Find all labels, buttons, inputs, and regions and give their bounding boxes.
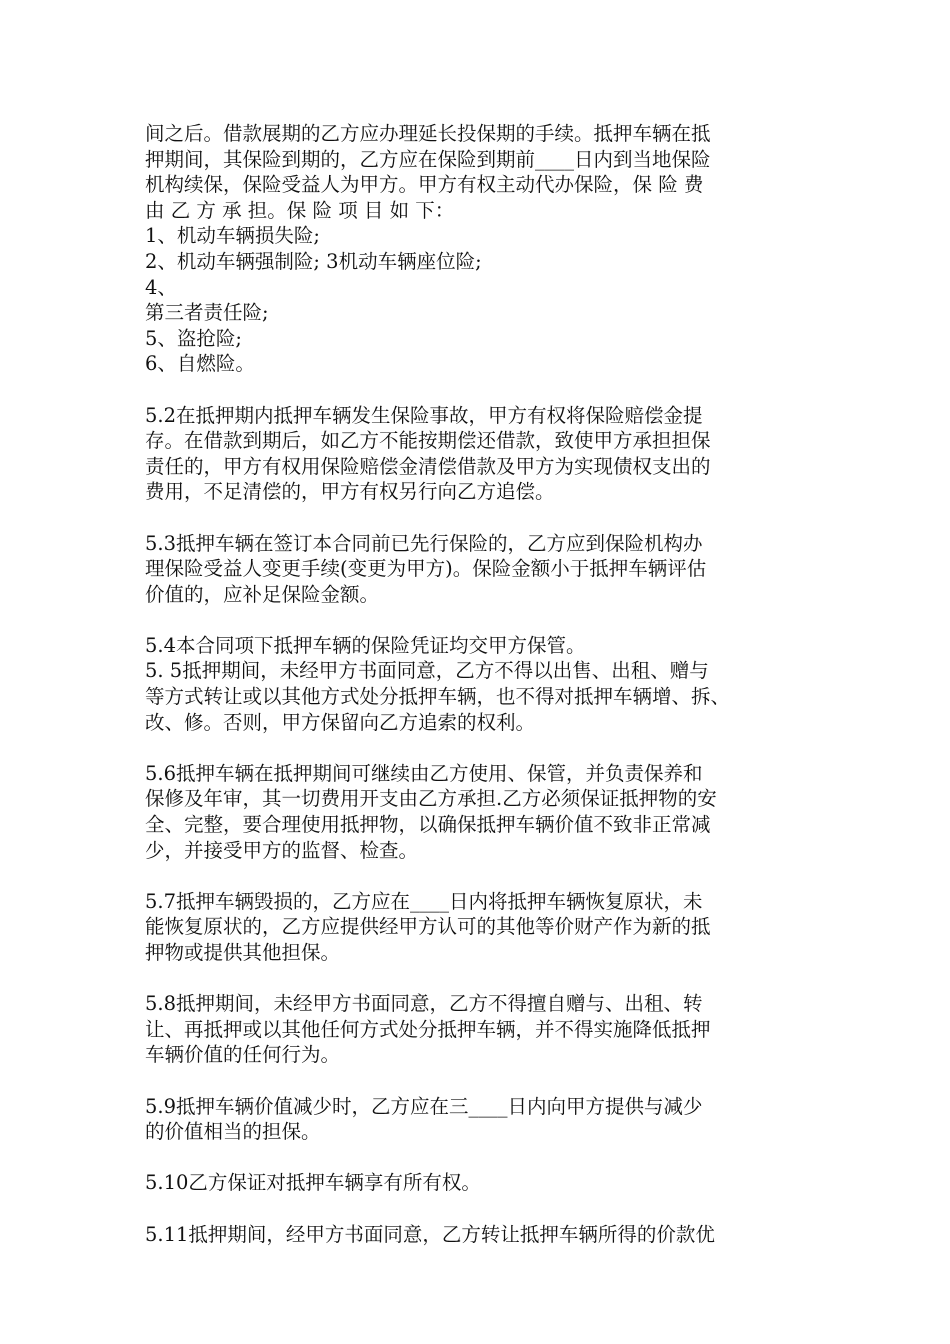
- text-line: 5.4本合同项下抵押车辆的保险凭证均交甲方保管。: [145, 633, 586, 657]
- text-line: 押物或提供其他担保。: [145, 941, 341, 964]
- paragraph-p-5-10: [145, 1170, 825, 1196]
- text-line: 5.11抵押期间，经甲方书面同意，乙方转让抵押车辆所得的价款优: [145, 1222, 715, 1246]
- text-line: 少，并接受甲方的监督、检查。: [145, 838, 419, 862]
- text-line: 间之后。借款展期的乙方应办理延长投保期的手续。抵押车辆在抵: [145, 122, 711, 145]
- text-line: 改、修。否则，甲方保留向乙方追索的权利。: [145, 710, 536, 734]
- text-line: 等方式转让或以其他方式处分抵押车辆，也不得对抵押车辆增、拆、: [145, 685, 731, 709]
- text-line: 5、盗抢险;: [145, 326, 242, 350]
- text-line: 5.10乙方保证对抵押车辆享有所有权。: [145, 1171, 481, 1195]
- text-line: 5.9抵押车辆价值减少时，乙方应在三____日内向甲方提供与减少: [145, 1094, 703, 1118]
- text-line: 让、再抵押或以其他任何方式处分抵押车辆，并不得实施降低抵押: [145, 1017, 711, 1041]
- text-line: 第三者责任险;: [145, 301, 269, 325]
- text-line: 6、自燃险。: [145, 352, 255, 376]
- paragraph-p-intro: [145, 121, 825, 377]
- text-line: 由 乙 方 承 担。保 险 项 目 如 下：: [145, 198, 455, 222]
- text-line: 2、机动车辆强制险; 3机动车辆座位险;: [145, 249, 482, 273]
- paragraph-p-5-8: [145, 991, 825, 1068]
- text-line: 理保险受益人变更手续(变更为甲方)。保险金额小于抵押车辆评估: [145, 557, 707, 581]
- text-line: 责任的，甲方有权用保险赔偿金清偿借款及甲方为实现债权支出的: [145, 454, 711, 478]
- text-line: 保修及年审，其一切费用开支由乙方承担.乙方必须保证抵押物的安: [145, 787, 717, 811]
- text-line: 5.7抵押车辆毁损的，乙方应在____日内将抵押车辆恢复原状，未: [145, 889, 703, 913]
- paragraph-p-5-7: [145, 889, 825, 966]
- text-line: 5.2在抵押期内抵押车辆发生保险事故，甲方有权将保险赔偿金提: [145, 403, 703, 427]
- text-line: 价值的，应补足保险金额。: [145, 582, 380, 606]
- paragraph-p-5-4-5: [145, 633, 825, 735]
- text-line: 能恢复原状的，乙方应提供经甲方认可的其他等价财产作为新的抵: [145, 915, 711, 939]
- text-line: 1、机动车辆损失险;: [145, 224, 320, 248]
- paragraph-p-5-2: [145, 403, 825, 505]
- text-line: 5.8抵押期间，未经甲方书面同意，乙方不得擅自赠与、出租、转: [145, 992, 703, 1016]
- text-line: 费用，不足清偿的，甲方有权另行向乙方追偿。: [145, 480, 555, 504]
- text-line: 4、: [145, 275, 177, 299]
- paragraph-p-5-11: [145, 1222, 825, 1248]
- text-line: 的价值相当的担保。: [145, 1120, 321, 1144]
- text-line: 5. 5抵押期间，未经甲方书面同意，乙方不得以出售、出租、赠与: [145, 659, 709, 683]
- paragraph-p-5-9: [145, 1094, 825, 1145]
- text-line: 存。在借款到期后，如乙方不能按期偿还借款，致使甲方承担担保: [145, 429, 711, 453]
- paragraph-p-5-6: [145, 761, 825, 863]
- text-line: 机构续保，保险受益人为甲方。甲方有权主动代办保险，保 险 费: [145, 173, 704, 197]
- text-line: 车辆价值的任何行为。: [145, 1043, 341, 1067]
- text-line: 5.6抵押车辆在抵押期间可继续由乙方使用、保管，并负责保养和: [145, 761, 703, 785]
- text-line: 5.3抵押车辆在签订本合同前已先行保险的，乙方应到保险机构办: [145, 531, 703, 555]
- text-line: 全、完整，要合理使用抵押物，以确保抵押车辆价值不致非正常减: [145, 813, 711, 837]
- document-page: [145, 121, 825, 1247]
- text-line: 押期间，其保险到期的，乙方应在保险到期前____日内到当地保险: [145, 147, 711, 171]
- paragraph-p-5-3: [145, 531, 825, 608]
